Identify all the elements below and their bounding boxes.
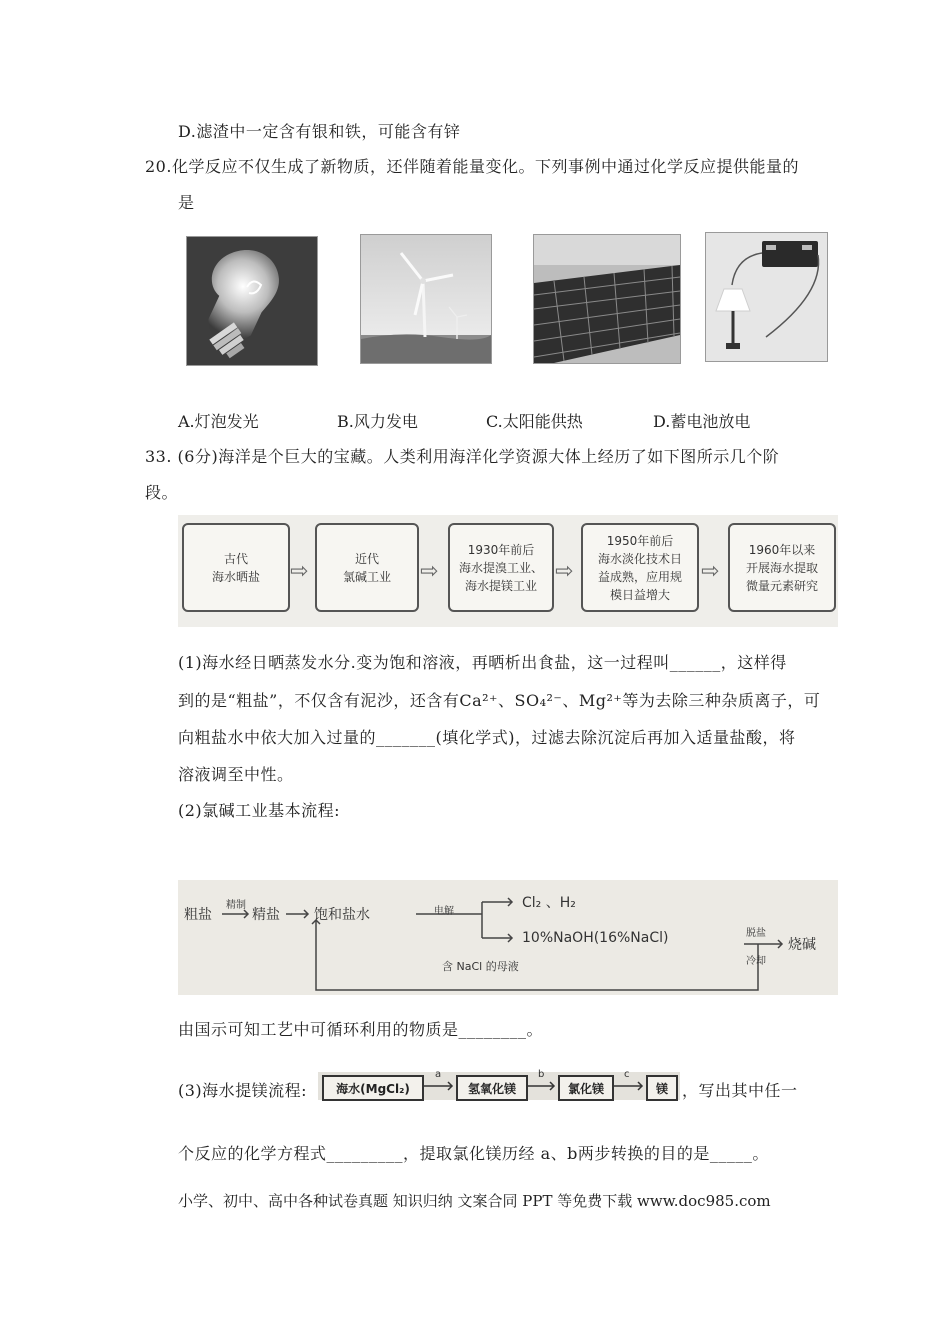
part2-title: (2)氯碱工业基本流程: [178, 801, 341, 820]
stage-text: 模日益增大 [609, 587, 670, 602]
stage-text: 开展海水提取 [745, 560, 818, 575]
stage-text: 1950年前后 [606, 533, 674, 548]
chlor-alkali-flow-diagram [178, 880, 838, 995]
stage-box [581, 523, 699, 612]
stage-text: 海水提镁工业 [464, 578, 537, 593]
arrow-right-icon: ⇨ [290, 559, 309, 584]
ocean-history-diagram [178, 515, 838, 627]
q33-intro-line2: 段。 [145, 483, 179, 502]
q20-option-d: D.蓄电池放电 [653, 412, 751, 431]
flow-node-refined-salt: 精盐 [252, 907, 280, 923]
stage-text: 氯碱工业 [342, 569, 391, 584]
q33-intro-line1: 33. (6分)海洋是个巨大的宝藏。人类利用海洋化学资源大体上经历了如下图所示几个阶 [145, 447, 780, 466]
q20-option-c: C.太阳能供热 [486, 412, 583, 431]
stage-text: 微量元素研究 [745, 578, 818, 593]
stage-box [315, 523, 419, 612]
part1-line1: (1)海水经日晒蒸发水分.变为饱和溶液，再晒析出食盐，这一过程叫______，这样得 [178, 653, 787, 672]
q19-option-d: D.滤渣中一定含有银和铁，可能含有锌 [178, 122, 461, 141]
mg-flow-label: b [538, 1069, 545, 1080]
q20-stem-line2: 是 [178, 193, 195, 212]
arrow-right-icon: ⇨ [701, 559, 720, 584]
flow-node-gas-products: Cl₂ 、H₂ [522, 895, 576, 911]
flow-label-electrolysis: 电解 [434, 906, 454, 917]
stage-box [182, 523, 290, 612]
stage-text: 海水淡化技术日 [597, 551, 682, 566]
mg-flow-box: 海水(MgCl₂) [322, 1075, 424, 1101]
part1-line3: 向粗盐水中依大加入过量的_______(填化学式)，过滤去除沉淀后再加入适量盐酸，将 [178, 728, 796, 747]
arrow-right-icon: ⇨ [555, 559, 574, 584]
q20-option-a: A.灯泡发光 [178, 412, 259, 431]
q20-stem-line1: 20.化学反应不仅生成了新物质，还伴随着能量变化。下列事例中通过化学反应提供能量的 [145, 157, 799, 176]
part1-line4: 溶液调至中性。 [178, 765, 294, 784]
stage-text: 益成熟，应用规 [597, 569, 682, 584]
mg-flow-label: a [435, 1069, 442, 1080]
wind-turbine-icon [360, 234, 492, 364]
flow-node-saturated-brine: 饱和盐水 [314, 907, 370, 923]
stage-box [448, 523, 554, 612]
stage-text: 1930年前后 [467, 542, 535, 557]
page-footer: 小学、初中、高中各种试卷真题 知识归纳 文案合同 PPT 等免费下载 www.doc985.com [178, 1192, 771, 1210]
part1-line2: 到的是“粗盐”，不仅含有泥沙，还含有Ca²⁺、SO₄²⁻、Mg²⁺等为去除三种杂质离子，可 [178, 691, 821, 710]
battery-lamp-icon [705, 232, 828, 362]
stage-box [728, 523, 836, 612]
flow-node-liquid-products: 10%NaOH(16%NaCl) [522, 930, 669, 946]
part2-question: 由国示可知工艺中可循环利用的物质是________。 [178, 1020, 544, 1039]
light-bulb-icon [186, 236, 318, 366]
arrow-right-icon: ⇨ [420, 559, 439, 584]
stage-text: 海水晒盐 [211, 569, 260, 584]
mg-flow-box: 氢氧化镁 [456, 1075, 528, 1101]
mg-flow-label: c [624, 1069, 630, 1080]
flow-label-mother-liquor: 含 NaCl 的母液 [442, 960, 519, 973]
flow-node-crude-salt: 粗盐 [184, 907, 212, 923]
magnesium-flow-diagram [318, 1069, 680, 1100]
mg-flow-box: 镁 [646, 1075, 678, 1101]
part3-line2: 个反应的化学方程式_________，提取氯化镁历经 a、b两步转换的目的是_____。 [178, 1144, 769, 1163]
flow-node-caustic-soda: 烧碱 [788, 937, 816, 953]
stage-text: 海水提溴工业、 [458, 560, 543, 575]
q20-option-b: B.风力发电 [337, 412, 418, 431]
stage-text: 近代 [354, 551, 379, 566]
solar-panel-icon [533, 234, 681, 364]
stage-text: 1960年以来 [748, 542, 816, 557]
flow-label-cool: 冷却 [746, 956, 766, 967]
flow-label-refine: 精制 [226, 900, 246, 911]
part3-prefix: (3)海水提镁流程: [178, 1081, 308, 1100]
flow-label-desalt: 脱盐 [746, 928, 766, 939]
stage-text: 古代 [223, 551, 248, 566]
part3-suffix: ，写出其中任一 [682, 1081, 798, 1100]
mg-flow-box: 氯化镁 [558, 1075, 614, 1101]
